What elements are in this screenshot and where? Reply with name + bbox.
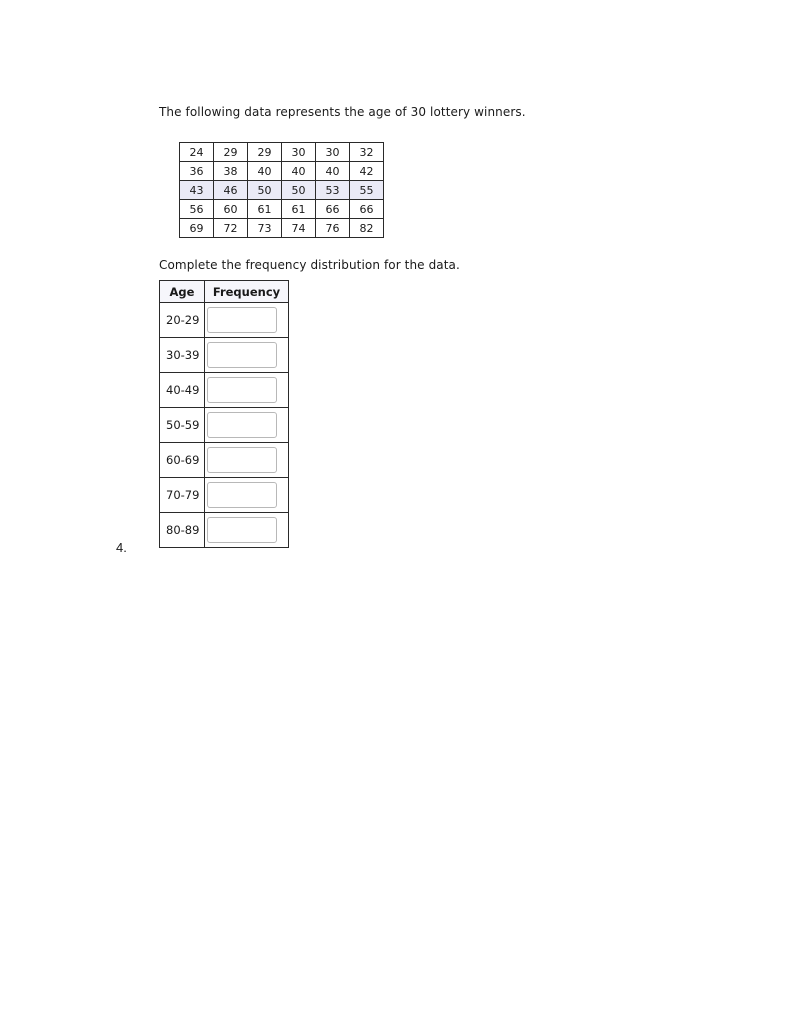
frequency-distribution-table — [159, 280, 289, 548]
frequency-input-20-29[interactable] — [207, 307, 277, 333]
age-range-label: 40-49 — [160, 373, 205, 408]
data-cell: 66 — [350, 200, 384, 219]
frequency-cell — [205, 513, 289, 548]
age-range-label: 30-39 — [160, 338, 205, 373]
data-cell: 72 — [214, 219, 248, 238]
data-row — [180, 181, 384, 200]
data-row — [180, 200, 384, 219]
frequency-input-60-69[interactable] — [207, 447, 277, 473]
frequency-cell — [205, 373, 289, 408]
data-cell: 40 — [248, 162, 282, 181]
data-cell: 29 — [214, 143, 248, 162]
frequency-cell — [205, 443, 289, 478]
lottery-ages-table — [179, 142, 384, 238]
table-row — [160, 408, 289, 443]
data-cell: 74 — [282, 219, 316, 238]
data-cell: 24 — [180, 143, 214, 162]
table-row — [160, 303, 289, 338]
frequency-column-header: Frequency — [205, 281, 289, 303]
frequency-input-70-79[interactable] — [207, 482, 277, 508]
table-row — [160, 338, 289, 373]
data-cell: 55 — [350, 181, 384, 200]
frequency-cell — [205, 408, 289, 443]
frequency-input-30-39[interactable] — [207, 342, 277, 368]
frequency-input-80-89[interactable] — [207, 517, 277, 543]
data-cell: 53 — [316, 181, 350, 200]
data-cell: 76 — [316, 219, 350, 238]
table-row — [160, 478, 289, 513]
data-cell: 42 — [350, 162, 384, 181]
data-cell: 69 — [180, 219, 214, 238]
age-range-label: 50-59 — [160, 408, 205, 443]
data-cell: 46 — [214, 181, 248, 200]
frequency-cell — [205, 303, 289, 338]
data-cell: 61 — [248, 200, 282, 219]
table-row — [160, 443, 289, 478]
data-cell: 40 — [282, 162, 316, 181]
data-row — [180, 143, 384, 162]
data-cell: 29 — [248, 143, 282, 162]
data-cell: 38 — [214, 162, 248, 181]
header-row — [160, 281, 289, 303]
table-row — [160, 373, 289, 408]
data-cell: 50 — [282, 181, 316, 200]
data-cell: 60 — [214, 200, 248, 219]
frequency-cell — [205, 478, 289, 513]
data-cell: 36 — [180, 162, 214, 181]
frequency-input-50-59[interactable] — [207, 412, 277, 438]
data-cell: 30 — [282, 143, 316, 162]
intro-text: The following data represents the age of 30 lottery winners. — [159, 105, 526, 119]
data-cell: 56 — [180, 200, 214, 219]
data-cell: 32 — [350, 143, 384, 162]
age-range-label: 80-89 — [160, 513, 205, 548]
instruction-text: Complete the frequency distribution for the data. — [159, 258, 460, 272]
data-row — [180, 162, 384, 181]
data-cell: 66 — [316, 200, 350, 219]
data-cell: 73 — [248, 219, 282, 238]
age-range-label: 20-29 — [160, 303, 205, 338]
frequency-cell — [205, 338, 289, 373]
data-cell: 43 — [180, 181, 214, 200]
frequency-input-40-49[interactable] — [207, 377, 277, 403]
data-cell: 82 — [350, 219, 384, 238]
table-row — [160, 513, 289, 548]
question-number: 4. — [116, 540, 127, 555]
age-column-header: Age — [160, 281, 205, 303]
age-range-label: 70-79 — [160, 478, 205, 513]
data-row — [180, 219, 384, 238]
data-cell: 61 — [282, 200, 316, 219]
data-cell: 30 — [316, 143, 350, 162]
age-range-label: 60-69 — [160, 443, 205, 478]
data-cell: 50 — [248, 181, 282, 200]
data-cell: 40 — [316, 162, 350, 181]
